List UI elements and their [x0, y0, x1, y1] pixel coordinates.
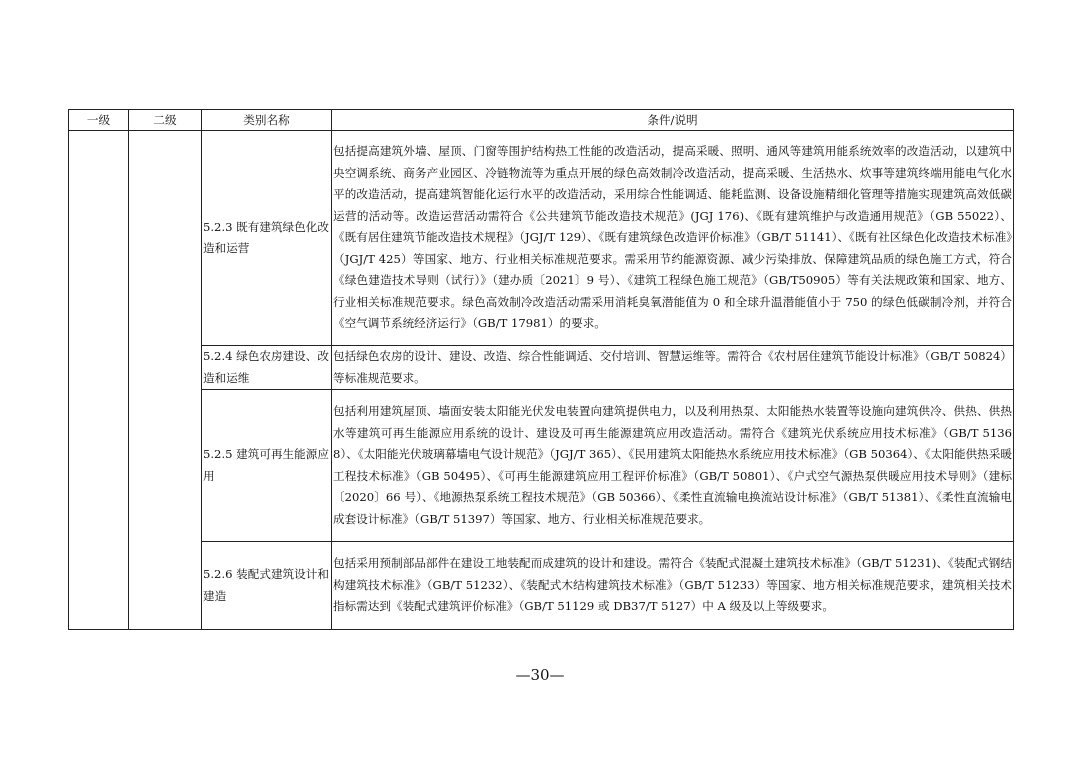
header-conditions: 条件/说明 — [332, 110, 1014, 131]
category-name: 5.2.4 绿色农房建设、改造和运维 — [202, 346, 332, 390]
category-description: 包括采用预制部品部件在建设工地装配而成建筑的设计和建设。需符合《装配式混凝土建筑技术标准》（GB/T 51231)、《装配式钢结构建筑技术标准》（GB/T 51232）、《装配式木结构建筑技术标准》（GB/T 51233）等国家、地方相关标准规范要求，建筑相关技术指标需达到《装配式建筑评价标准》（GB/T 51129 或 DB37/T 5127）中 A 级及以上等级要求。 — [332, 542, 1014, 630]
header-level-1: 一级 — [69, 110, 129, 131]
category-description: 包括利用建筑屋顶、墙面安装太阳能光伏发电装置向建筑提供电力，以及利用热泵、太阳能热水装置等设施向建筑供冷、供热、供热水等建筑可再生能源应用系统的设计、建设及可再生能源建筑应用改造活动。需符合《建筑光伏系统应用技术标准》（GB/T 51368）、《太阳能光伏玻璃幕墙电气设计规范》（JGJ/T 365）、《民用建筑太阳能热水系统应用技术标准》（GB 50364）、《太阳能供热采暖工程技术标准》（GB 50495）、《可再生能源建筑应用工程评价标准》（GB/T 50801）、《户式空气源热泵供暖应用技术导则》（建标〔2020〕66 号）、《地源热泵系统工程技术规范》（GB 50366）、《柔性直流输电换流站设计标准》（GB/T 51381）、《柔性直流输电成套设计标准》（GB/T 51397）等国家、地方、行业相关标准规范要求。 — [332, 390, 1014, 542]
category-name: 5.2.3 既有建筑绿色化改造和运营 — [202, 131, 332, 346]
table-row — [69, 131, 1014, 346]
category-table — [68, 109, 1014, 630]
page-number: —30— — [515, 666, 565, 684]
header-category-name: 类别名称 — [202, 110, 332, 131]
level-2-cell — [129, 131, 202, 630]
category-description: 包括提高建筑外墙、屋顶、门窗等围护结构热工性能的改造活动，提高采暖、照明、通风等建筑用能系统效率的改造活动，以建筑中央空调系统、商务产业园区、冷链物流等为重点开展的绿色高效制冷改造活动，提高采暖、生活热水、炊事等建筑终端用能电气化水平的改造活动，提高建筑智能化运行水平的改造活动，采用综合性能调适、能耗监测、设备设施精细化管理等措施实现建筑高效低碳运营的活动等。改造运营活动需符合《公共建筑节能改造技术规范》(JGJ 176)、《既有建筑维护与改造通用规范》（GB 55022）、《既有居住建筑节能改造技术规程》（JGJ/T 129）、《既有建筑绿色改造评价标准》（GB/T 51141）、《既有社区绿色化改造技术标准》（JGJ/T 425）等国家、地方、行业相关标准规范要求。需采用节约能源资源、减少污染排放、保障建筑品质的绿色施工方式，符合《绿色建造技术导则（试行）》（建办质〔2021〕9 号）、《建筑工程绿色施工规范》（GB/T50905）等有关法规政策和国家、地方、行业相关标准规范要求。绿色高效制冷改造活动需采用消耗臭氧潜能值为 0 和全球升温潜能值小于 750 的绿色低碳制冷剂，并符合《空气调节系统经济运行》（GB/T 17981）的要求。 — [332, 131, 1014, 346]
header-level-2: 二级 — [129, 110, 202, 131]
category-description: 包括绿色农房的设计、建设、改造、综合性能调适、交付培训、智慧运维等。需符合《农村居住建筑节能设计标准》（GB/T 50824）等标准规范要求。 — [332, 346, 1014, 390]
table-row — [69, 390, 1014, 542]
table-header-row — [69, 110, 1014, 131]
table-row — [69, 346, 1014, 390]
table-row — [69, 542, 1014, 630]
category-name: 5.2.6 装配式建筑设计和建造 — [202, 542, 332, 630]
level-1-cell — [69, 131, 129, 630]
category-name: 5.2.5 建筑可再生能源应用 — [202, 390, 332, 542]
